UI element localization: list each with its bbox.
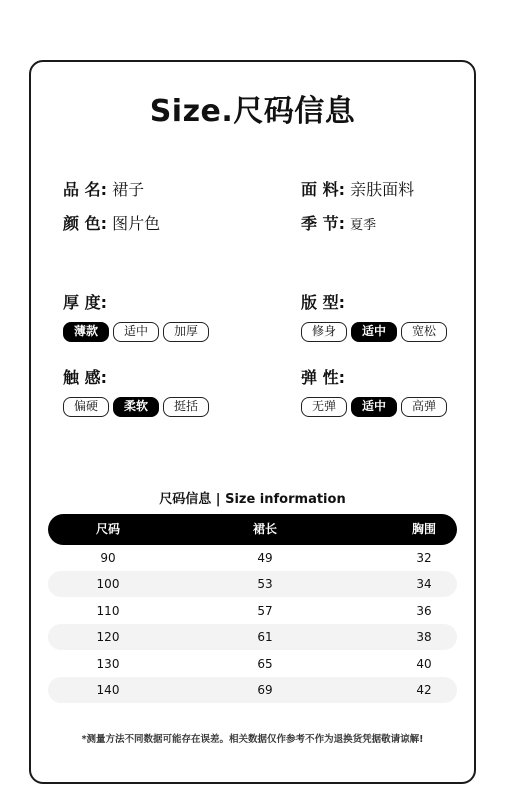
table-cell: 100 <box>96 577 120 591</box>
property-label: 厚 度: <box>63 293 107 312</box>
size-table-title: 尺码信息 | Size information <box>159 492 346 507</box>
option-chip: 适中 <box>351 322 397 342</box>
attr-label: 面 料: <box>301 180 345 199</box>
table-cell: 34 <box>416 577 432 591</box>
property-touch <box>63 368 209 417</box>
attr-value: 裙子 <box>112 180 145 199</box>
attr-label: 品 名: <box>63 180 107 199</box>
attr-value: 图片色 <box>112 214 161 233</box>
attr-value: 夏季 <box>350 218 377 233</box>
header-cell: 尺码 <box>95 522 120 536</box>
option-chip: 适中 <box>113 322 159 342</box>
table-cell: 140 <box>96 683 120 697</box>
attr-value: 亲肤面料 <box>350 180 415 199</box>
option-chip: 适中 <box>351 397 397 417</box>
attr-fabric <box>301 180 414 200</box>
header-cell: 胸围 <box>411 522 436 536</box>
table-cell: 90 <box>100 551 116 565</box>
table-cell: 130 <box>96 657 120 671</box>
attr-label: 季 节: <box>301 214 345 233</box>
property-fit <box>301 293 447 342</box>
table-cell: 120 <box>96 630 120 644</box>
property-label: 版 型: <box>301 293 345 312</box>
option-chip: 偏硬 <box>63 397 109 417</box>
property-label: 弹 性: <box>301 368 345 387</box>
table-cell: 49 <box>257 551 273 565</box>
table-cell: 57 <box>257 604 273 618</box>
table-cell: 65 <box>257 657 273 671</box>
header-cell: 裙长 <box>252 522 277 536</box>
table-cell: 53 <box>257 577 273 591</box>
option-chip: 宽松 <box>401 322 447 342</box>
option-chip: 柔软 <box>113 397 159 417</box>
property-label: 触 感: <box>63 368 107 387</box>
table-row <box>48 571 457 597</box>
attr-product-name <box>63 180 144 200</box>
table-cell: 61 <box>257 630 273 644</box>
option-chip: 无弹 <box>301 397 347 417</box>
table-row <box>48 677 457 703</box>
table-cell: 36 <box>416 604 432 618</box>
attr-season <box>301 214 376 236</box>
table-row <box>48 598 457 624</box>
option-chip: 挺括 <box>163 397 209 417</box>
property-elasticity <box>301 368 447 417</box>
attr-color <box>63 214 160 234</box>
option-chip: 修身 <box>301 322 347 342</box>
table-cell: 40 <box>416 657 432 671</box>
option-chip: 加厚 <box>163 322 209 342</box>
table-row <box>48 545 457 571</box>
disclaimer-note: *测量方法不同数据可能存在误差。相关数据仅作参考不作为退换货凭据敬请谅解! <box>81 734 424 745</box>
option-chip: 薄款 <box>63 322 109 342</box>
table-cell: 38 <box>416 630 432 644</box>
table-row <box>48 624 457 650</box>
table-cell: 32 <box>416 551 432 565</box>
page-title: Size.尺码信息 <box>149 94 356 129</box>
option-chip: 高弹 <box>401 397 447 417</box>
size-table-header <box>48 514 457 545</box>
attr-label: 颜 色: <box>63 214 107 233</box>
table-cell: 42 <box>416 683 432 697</box>
table-cell: 69 <box>257 683 273 697</box>
table-cell: 110 <box>96 604 120 618</box>
property-thickness <box>63 293 209 342</box>
table-row <box>48 651 457 677</box>
